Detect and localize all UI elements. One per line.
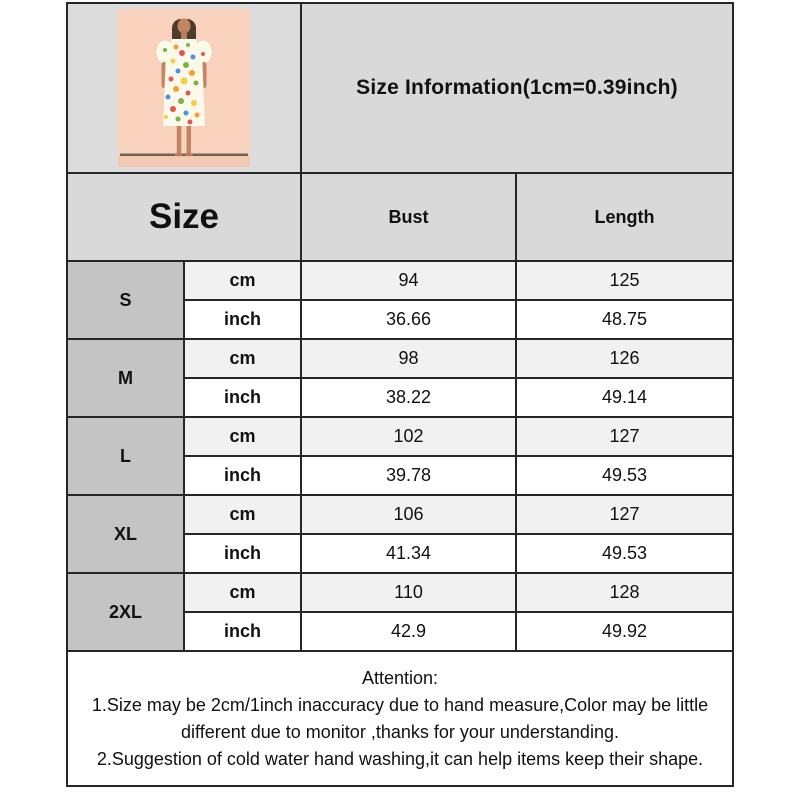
length-column-header: Length — [516, 173, 733, 261]
size-label-2xl: 2XL — [67, 573, 184, 651]
table-row — [67, 573, 733, 612]
xl-inch-bust: 41.34 — [301, 534, 516, 573]
size-chart-table — [66, 2, 734, 787]
model-foot-right — [185, 153, 193, 157]
product-photo — [118, 9, 250, 167]
bust-column-header: Bust — [301, 173, 516, 261]
l-cm-bust: 102 — [301, 417, 516, 456]
attention-heading: Attention: — [361, 667, 439, 688]
s-inch-length: 48.75 — [516, 300, 733, 339]
xl-cm-bust: 106 — [301, 495, 516, 534]
s-cm-bust: 94 — [301, 261, 516, 300]
size-column-header: Size — [67, 173, 301, 261]
s-cm-length: 125 — [516, 261, 733, 300]
size-label-xl: XL — [67, 495, 184, 573]
photo-floor — [118, 156, 250, 167]
size-label-l: L — [67, 417, 184, 495]
m-cm-length: 126 — [516, 339, 733, 378]
unit-label-inch: inch — [184, 534, 301, 573]
model-leg-left — [177, 125, 182, 154]
2xl-inch-bust: 42.9 — [301, 612, 516, 651]
unit-label-inch: inch — [184, 378, 301, 417]
m-cm-bust: 98 — [301, 339, 516, 378]
table-row — [67, 495, 733, 534]
m-inch-length: 49.14 — [516, 378, 733, 417]
m-inch-bust: 38.22 — [301, 378, 516, 417]
xl-inch-length: 49.53 — [516, 534, 733, 573]
unit-label-cm: cm — [184, 495, 301, 534]
l-cm-length: 127 — [516, 417, 733, 456]
table-row — [67, 261, 733, 300]
attention-line-2: 2.Suggestion of cold water hand washing,it can help items keep their shape. — [96, 748, 704, 769]
size-label-m: M — [67, 339, 184, 417]
photo-floor-line — [120, 154, 248, 157]
unit-label-inch: inch — [184, 456, 301, 495]
unit-label-inch: inch — [184, 612, 301, 651]
l-inch-length: 49.53 — [516, 456, 733, 495]
table-row — [67, 417, 733, 456]
unit-label-inch: inch — [184, 300, 301, 339]
2xl-cm-bust: 110 — [301, 573, 516, 612]
size-information-title: Size Information(1cm=0.39inch) — [301, 3, 733, 173]
unit-label-cm: cm — [184, 261, 301, 300]
unit-label-cm: cm — [184, 339, 301, 378]
2xl-inch-length: 49.92 — [516, 612, 733, 651]
model-leg-right — [187, 125, 192, 154]
column-header-row — [67, 173, 733, 261]
table-row — [67, 339, 733, 378]
header-row — [67, 3, 733, 173]
attention-line-1: 1.Size may be 2cm/1inch inaccuracy due to hand measure,Color may be little different due to monitor ,thanks for your understanding. — [91, 694, 709, 742]
model-neck — [181, 31, 187, 39]
2xl-cm-length: 128 — [516, 573, 733, 612]
xl-cm-length: 127 — [516, 495, 733, 534]
attention-row — [67, 651, 733, 786]
unit-label-cm: cm — [184, 417, 301, 456]
unit-label-cm: cm — [184, 573, 301, 612]
s-inch-bust: 36.66 — [301, 300, 516, 339]
product-photo-cell — [67, 3, 301, 173]
model-foot-left — [175, 153, 183, 157]
attention-note — [67, 651, 733, 786]
size-label-s: S — [67, 261, 184, 339]
l-inch-bust: 39.78 — [301, 456, 516, 495]
